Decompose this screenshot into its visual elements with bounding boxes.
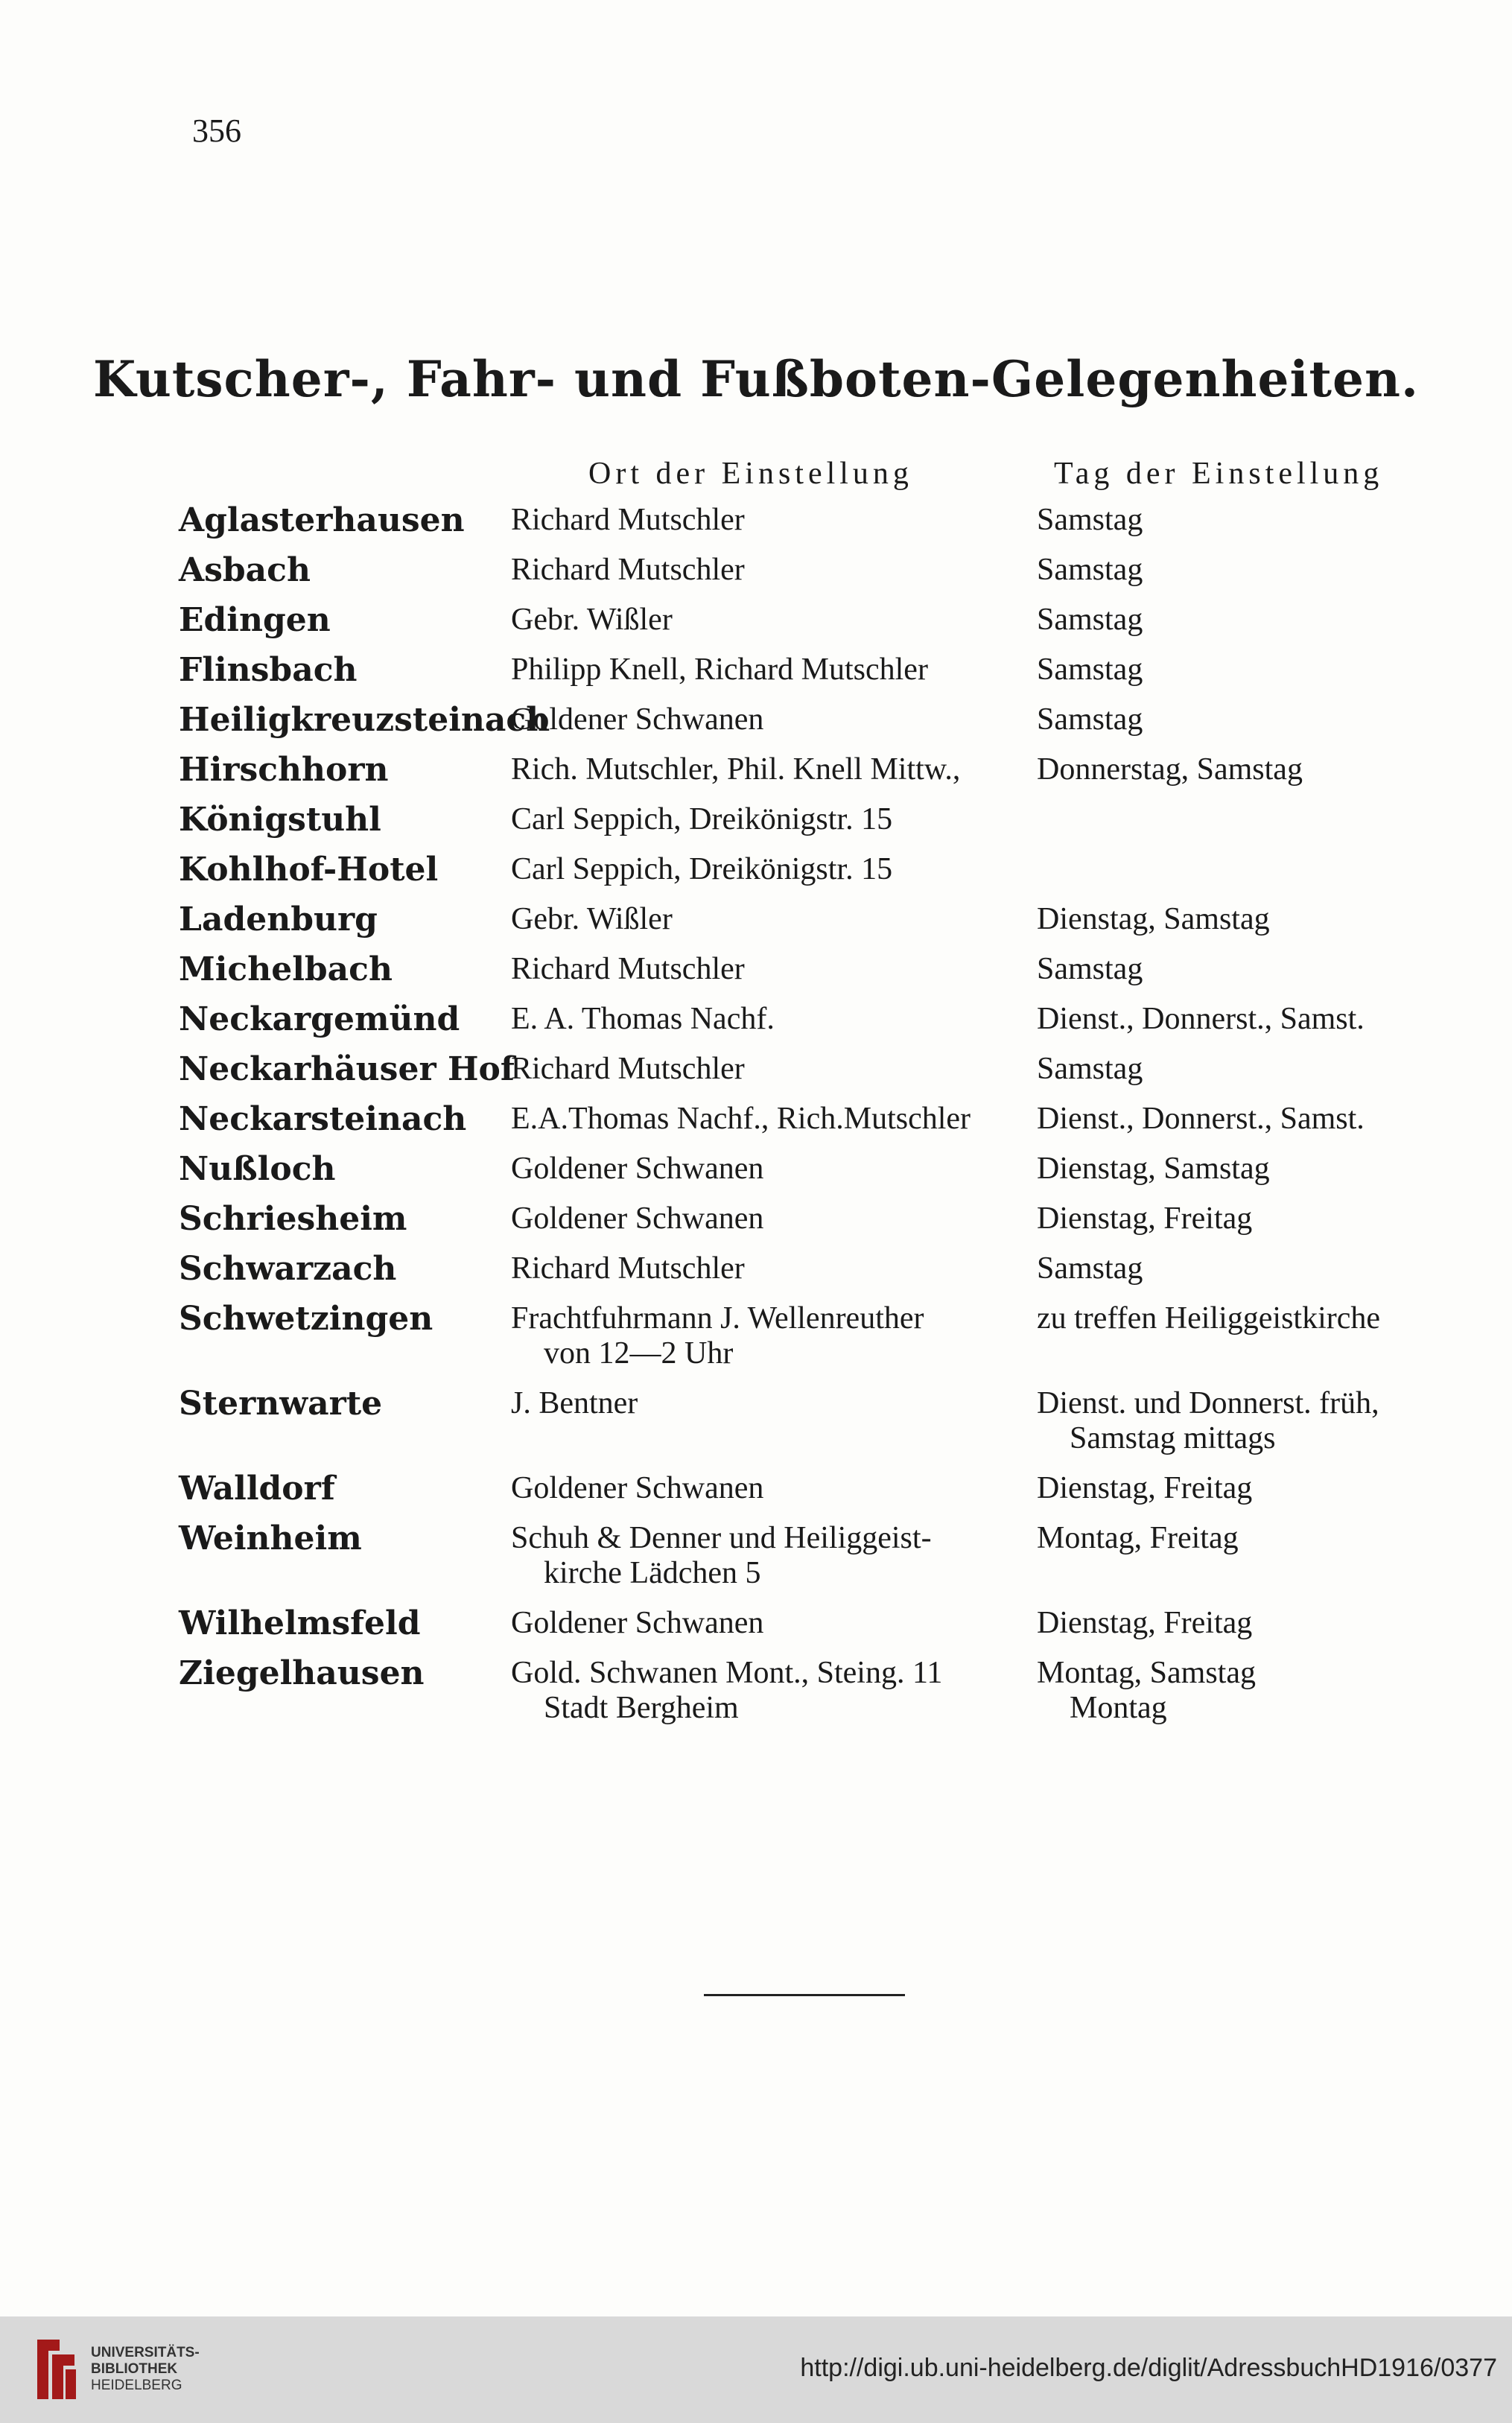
library-line-2: BIBLIOTHEK	[91, 2361, 178, 2377]
town-name: Hirschhorn	[179, 751, 389, 789]
day-line: Samstag	[1037, 952, 1143, 986]
day-line: Dienstag, Freitag	[1037, 1471, 1253, 1505]
table-row	[0, 1521, 1512, 1591]
town-name: Ziegelhausen	[179, 1654, 425, 1692]
table-row	[0, 702, 1512, 737]
town-name: Neckargemünd	[179, 1000, 460, 1038]
place-line: Stadt Bergheim	[544, 1691, 739, 1725]
place-line: Gold. Schwanen Mont., Steing. 11	[511, 1656, 943, 1690]
day-line: Dienst., Donnerst., Samst.	[1037, 1102, 1365, 1136]
library-line-1: UNIVERSITÄTS-	[91, 2345, 200, 2360]
library-name	[91, 2345, 200, 2394]
place-line: Philipp Knell, Richard Mutschler	[511, 652, 928, 687]
day-line: Samstag	[1037, 702, 1143, 737]
table-row	[0, 603, 1512, 638]
footer-bar	[0, 2316, 1512, 2423]
place-line: Goldener Schwanen	[511, 1606, 764, 1640]
place-cell	[511, 553, 1032, 588]
town-name: Schwetzingen	[179, 1300, 433, 1338]
town-name: Kohlhof-Hotel	[179, 851, 439, 889]
library-logo-icon	[30, 2336, 82, 2403]
place-cell	[511, 652, 1032, 687]
day-cell	[1037, 1152, 1454, 1187]
day-line: Dienst., Donnerst., Samst.	[1037, 1002, 1365, 1036]
table-row	[0, 1251, 1512, 1286]
place-line: Schuh & Denner und Heiliggeist-	[511, 1521, 932, 1555]
day-cell	[1037, 1656, 1454, 1726]
town-name: Asbach	[179, 551, 311, 589]
place-cell	[511, 952, 1032, 987]
table-row	[0, 1102, 1512, 1137]
day-cell	[1037, 702, 1454, 737]
day-cell	[1037, 952, 1454, 987]
table-row	[0, 802, 1512, 837]
place-line: Richard Mutschler	[511, 553, 745, 587]
place-line: kirche Lädchen 5	[544, 1556, 761, 1590]
place-line: Carl Seppich, Dreikönigstr. 15	[511, 852, 893, 886]
day-line: Samstag	[1037, 652, 1143, 687]
day-cell	[1037, 1471, 1454, 1506]
place-line: Richard Mutschler	[511, 1052, 745, 1086]
day-cell	[1037, 652, 1454, 687]
place-cell	[511, 802, 1032, 837]
town-name: Wilhelmsfeld	[179, 1604, 421, 1642]
town-name: Aglasterhausen	[179, 501, 465, 539]
day-cell	[1037, 902, 1454, 937]
place-cell	[511, 1606, 1032, 1641]
place-cell	[511, 1656, 1032, 1726]
place-cell	[511, 852, 1032, 887]
town-name: Michelbach	[179, 950, 393, 988]
place-cell	[511, 702, 1032, 737]
place-cell	[511, 1471, 1032, 1506]
page-number: 356	[192, 112, 241, 149]
place-line: E. A. Thomas Nachf.	[511, 1002, 775, 1036]
separator-line	[704, 1994, 905, 1996]
day-line: Donnerstag, Samstag	[1037, 752, 1303, 787]
town-name: Neckarhäuser Hof	[179, 1050, 515, 1088]
table-row	[0, 852, 1512, 887]
day-cell	[1037, 553, 1454, 588]
place-line: Frachtfuhrmann J. Wellenreuther	[511, 1301, 924, 1336]
place-line: E.A.Thomas Nachf., Rich.Mutschler	[511, 1102, 971, 1136]
day-cell	[1037, 1102, 1454, 1137]
place-line: Richard Mutschler	[511, 1251, 745, 1286]
day-cell	[1037, 603, 1454, 638]
day-line: Montag	[1070, 1691, 1167, 1725]
table-row	[0, 1052, 1512, 1087]
place-line: Richard Mutschler	[511, 503, 745, 537]
place-line: Richard Mutschler	[511, 952, 745, 986]
town-name: Edingen	[179, 601, 331, 639]
table-row	[0, 1152, 1512, 1187]
place-cell	[511, 1052, 1032, 1087]
header-day: Tag der Einstellung	[1054, 457, 1384, 491]
table-row	[0, 652, 1512, 687]
place-cell	[511, 1386, 1032, 1421]
place-cell	[511, 1521, 1032, 1591]
place-line: Gebr. Wißler	[511, 902, 673, 936]
day-line: Samstag	[1037, 553, 1143, 587]
source-url[interactable]: http://digi.ub.uni-heidelberg.de/diglit/AdressbuchHD1916/0377	[800, 2354, 1497, 2382]
town-name: Weinheim	[179, 1519, 362, 1557]
town-name: Sternwarte	[179, 1385, 383, 1423]
day-line: Montag, Samstag	[1037, 1656, 1256, 1690]
town-name: Königstuhl	[179, 801, 381, 839]
day-line: Dienstag, Freitag	[1037, 1201, 1253, 1236]
table-row	[0, 1201, 1512, 1236]
place-cell	[511, 1201, 1032, 1236]
place-cell	[511, 1301, 1032, 1371]
day-line: Samstag mittags	[1070, 1421, 1276, 1455]
day-cell	[1037, 1052, 1454, 1087]
day-line: zu treffen Heiliggeistkirche	[1037, 1301, 1381, 1336]
town-name: Schwarzach	[179, 1250, 397, 1288]
place-line: von 12—2 Uhr	[544, 1336, 734, 1371]
town-name: Walldorf	[179, 1470, 335, 1508]
town-name: Ladenburg	[179, 901, 378, 939]
day-cell	[1037, 1251, 1454, 1286]
day-cell	[1037, 1386, 1454, 1456]
day-line: Dienst. und Donnerst. früh,	[1037, 1386, 1379, 1420]
place-line: Carl Seppich, Dreikönigstr. 15	[511, 802, 893, 836]
day-line: Samstag	[1037, 503, 1143, 537]
table-row	[0, 503, 1512, 538]
day-cell	[1037, 752, 1454, 787]
table-row	[0, 1002, 1512, 1037]
table-row	[0, 1606, 1512, 1641]
day-line: Samstag	[1037, 1052, 1143, 1086]
place-cell	[511, 1102, 1032, 1137]
place-line: Gebr. Wißler	[511, 603, 673, 637]
place-cell	[511, 752, 1032, 787]
town-name: Flinsbach	[179, 651, 358, 689]
place-line: Goldener Schwanen	[511, 1471, 764, 1505]
town-name: Neckarsteinach	[179, 1100, 467, 1138]
day-cell	[1037, 1002, 1454, 1037]
day-cell	[1037, 1606, 1454, 1641]
day-line: Samstag	[1037, 603, 1143, 637]
place-line: Goldener Schwanen	[511, 1201, 764, 1236]
day-cell	[1037, 1301, 1454, 1336]
table-row	[0, 553, 1512, 588]
place-cell	[511, 503, 1032, 538]
column-headers	[0, 456, 1512, 501]
place-cell	[511, 1152, 1032, 1187]
table-row	[0, 902, 1512, 937]
table-row	[0, 1386, 1512, 1456]
place-cell	[511, 902, 1032, 937]
town-name: Nußloch	[179, 1150, 336, 1188]
day-cell	[1037, 1201, 1454, 1236]
place-cell	[511, 1002, 1032, 1037]
table-row	[0, 952, 1512, 987]
day-cell	[1037, 503, 1454, 538]
place-cell	[511, 1251, 1032, 1286]
day-line: Dienstag, Samstag	[1037, 1152, 1270, 1186]
day-cell	[1037, 1521, 1454, 1556]
table-row	[0, 752, 1512, 787]
place-line: Rich. Mutschler, Phil. Knell Mittw.,	[511, 752, 961, 787]
table-row	[0, 1471, 1512, 1506]
table-row	[0, 1656, 1512, 1726]
header-place: Ort der Einstellung	[588, 457, 913, 491]
place-line: Goldener Schwanen	[511, 1152, 764, 1186]
day-line: Montag, Freitag	[1037, 1521, 1239, 1555]
town-name: Heiligkreuzsteinach	[179, 701, 550, 739]
town-name: Schriesheim	[179, 1200, 407, 1238]
day-line: Dienstag, Freitag	[1037, 1606, 1253, 1640]
place-cell	[511, 603, 1032, 638]
table-row	[0, 1301, 1512, 1371]
day-line: Samstag	[1037, 1251, 1143, 1286]
day-line: Dienstag, Samstag	[1037, 902, 1270, 936]
library-line-3: HEIDELBERG	[91, 2378, 182, 2393]
page-title: Kutscher-, Fahr- und Fußboten-Gelegenheiten.	[93, 350, 1419, 408]
place-line: J. Bentner	[511, 1386, 638, 1420]
place-line: Goldener Schwanen	[511, 702, 764, 737]
